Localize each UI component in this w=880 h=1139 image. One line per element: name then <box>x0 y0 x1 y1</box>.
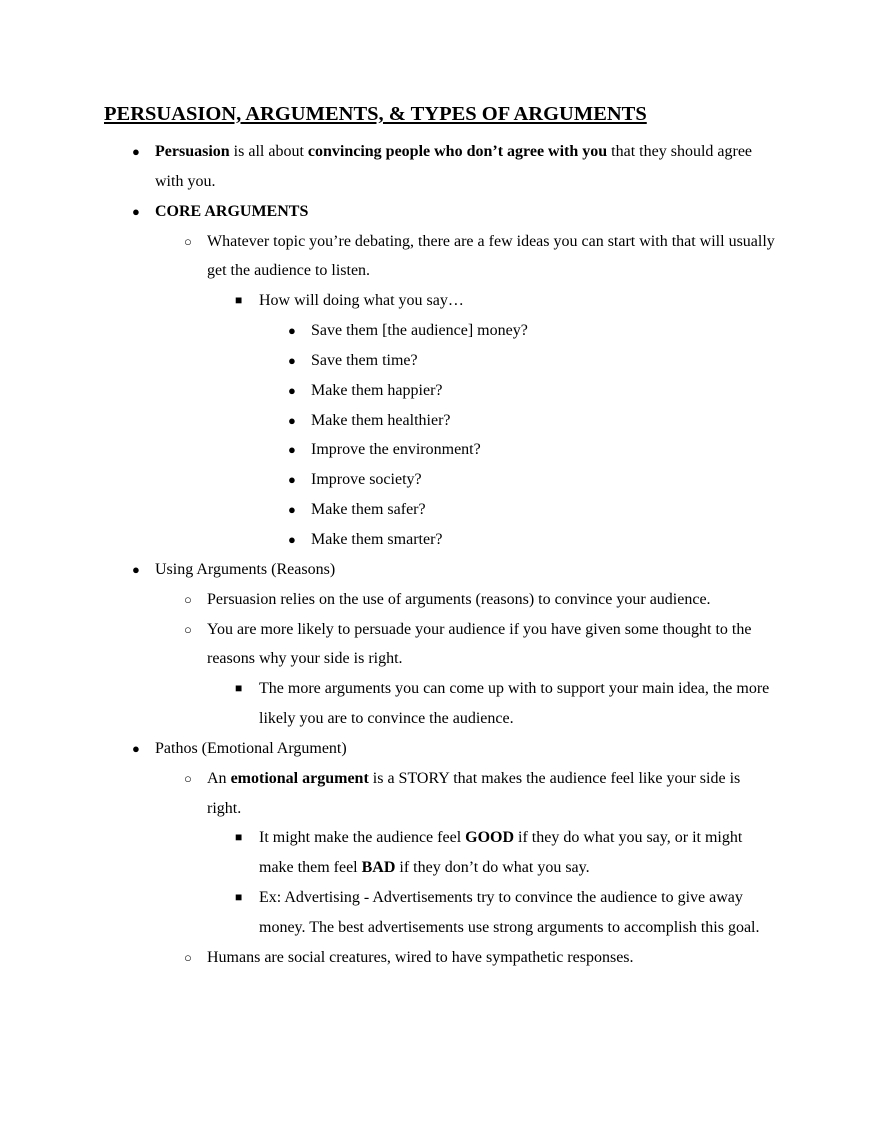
text: Persuasion relies on the use of arguments (reasons) to convince your audience. <box>207 590 711 608</box>
list-item-level-4 <box>288 525 771 555</box>
bold-text: CORE ARGUMENTS <box>155 202 309 220</box>
bullet-icon: ● <box>288 531 296 547</box>
bullet-list <box>0 137 880 973</box>
text: The more arguments you can come up with to support your main idea, the more likely you are to convince the audience. <box>259 680 770 728</box>
list-item-level-4 <box>288 406 771 436</box>
list-item-level-4 <box>288 316 771 346</box>
bullet-icon: ○ <box>184 591 192 607</box>
text: if they don’t do what you say. <box>395 859 590 877</box>
text: that they should agree with you. <box>155 143 753 190</box>
bullet-icon: ■ <box>235 293 243 308</box>
list-item-level-1 <box>132 555 777 585</box>
text: Save them [the audience] money? <box>311 322 528 340</box>
bullet-icon: ○ <box>184 949 192 965</box>
bullet-icon: ○ <box>184 621 192 637</box>
list-item-level-2 <box>184 585 777 615</box>
text: Whatever topic you’re debating, there are a few ideas you can start with that will usually get the audience to listen. <box>207 232 775 280</box>
list-item-level-3 <box>235 883 779 943</box>
text: Ex: Advertising - Advertisements try to convince the audience to give away money. The best advertisements use strong arguments to accomplish this goal. <box>259 889 760 936</box>
text: is a STORY that makes the audience feel like your side is right. <box>207 769 741 817</box>
text: How will doing what you say… <box>259 292 464 310</box>
text: It might make the audience feel <box>259 829 466 847</box>
bullet-icon: ● <box>288 442 296 458</box>
bullet-icon: ● <box>132 561 140 577</box>
list-item-level-1 <box>132 197 777 227</box>
text: Make them happier? <box>311 381 443 399</box>
bullet-icon: ● <box>132 740 140 756</box>
list-item-level-1 <box>132 734 777 764</box>
text: is all about <box>229 143 308 160</box>
text: Pathos (Emotional Argument) <box>155 739 347 757</box>
list-item-level-4 <box>288 465 771 495</box>
list-item-level-2 <box>184 764 777 824</box>
bullet-icon: ● <box>288 502 296 518</box>
document-title: PERSUASION, ARGUMENTS, & TYPES OF ARGUMENTS <box>104 103 647 125</box>
bold-text: convincing people who don’t agree with you <box>307 143 608 160</box>
list-item-level-3 <box>235 286 779 316</box>
bold-text: emotional argument <box>230 769 369 787</box>
text: An <box>207 769 231 787</box>
bullet-icon: ● <box>132 144 140 159</box>
list-item-level-1 <box>132 137 777 197</box>
text: You are more likely to persuade your audience if you have given some thought to the reasons why your side is right. <box>207 620 752 668</box>
bullet-icon: ● <box>288 412 296 428</box>
text: Make them smarter? <box>311 530 443 548</box>
bold-text: GOOD <box>465 829 515 847</box>
list-item-level-3 <box>235 674 779 734</box>
bold-text: BAD <box>361 859 396 877</box>
text: Using Arguments (Reasons) <box>155 560 336 578</box>
bullet-icon: ● <box>288 323 296 339</box>
bullet-icon: ○ <box>184 770 192 786</box>
bullet-icon: ● <box>288 382 296 398</box>
list-item-level-2 <box>184 227 777 287</box>
list-item-level-4 <box>288 495 771 525</box>
bold-text: Persuasion <box>155 143 230 160</box>
text: Make them healthier? <box>311 411 451 429</box>
list-item-level-4 <box>288 435 771 465</box>
text: if they do what you say, or it might make them feel <box>259 829 743 877</box>
bullet-icon: ■ <box>235 890 243 905</box>
list-item-level-3 <box>235 823 779 883</box>
text: Humans are social creatures, wired to have sympathetic responses. <box>207 948 634 966</box>
bullet-icon: ■ <box>235 830 243 845</box>
text: Improve society? <box>311 471 422 489</box>
bullet-icon: ● <box>288 352 296 368</box>
bullet-icon: ● <box>288 472 296 488</box>
text: Save them time? <box>311 351 418 369</box>
list-item-level-2 <box>184 615 777 675</box>
list-item-level-4 <box>288 376 771 406</box>
list-item-level-4 <box>288 346 771 376</box>
text: Make them safer? <box>311 501 426 519</box>
bullet-icon: ■ <box>235 681 243 696</box>
text: Improve the environment? <box>311 441 481 459</box>
bullet-icon: ● <box>132 203 140 219</box>
list-item-level-2 <box>184 943 777 973</box>
bullet-icon: ○ <box>184 233 192 249</box>
